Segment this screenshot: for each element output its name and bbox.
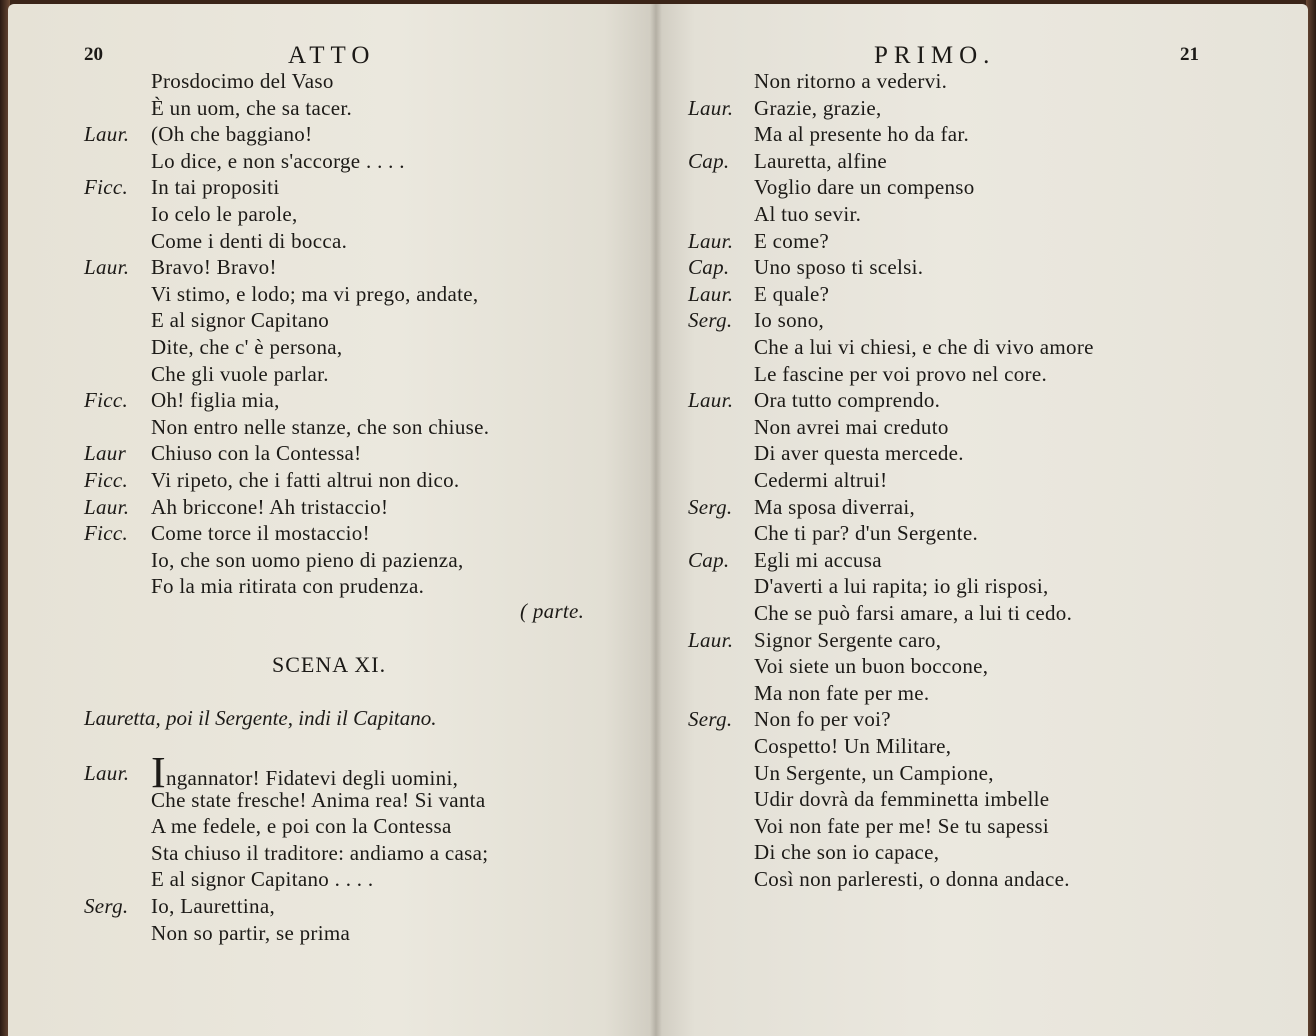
verse-line: Come torce il mostaccio! [151,521,370,546]
verse-line: Udir dovrà da femminetta imbelle [754,787,1050,812]
verse-line: Ah briccone! Ah tristaccio! [151,494,389,519]
left-page [8,4,656,1036]
verse-line: Voglio dare un compenso [754,175,975,200]
running-header: ATTO [288,42,376,69]
right-page [656,4,1308,1036]
book-gutter [650,4,662,1036]
verse-line: Io celo le parole, [151,202,298,226]
verse-line: Non avrei mai creduto [754,414,949,439]
verse-line: Voi non fate per me! Se tu sapessi [754,813,1050,838]
verse-line: Io sono, [754,308,825,333]
verse-line: A me fedele, e poi con la Contessa [151,814,452,839]
verse-line: Vi stimo, e lodo; ma vi prego, andate, [151,281,479,306]
verse-line: Che gli vuole parlar. [151,361,329,386]
verse-line: Al tuo sevir. [754,202,862,226]
scene-title: SCENA XI. [272,652,387,677]
speaker-label: Laur. [688,627,734,652]
drop-cap: I [151,748,166,797]
stage-exit: ( parte. [520,599,585,623]
verse-line: Ma sposa diverrai, [754,494,916,519]
verse-line: Lo dice, e non s'accorge . . . . [151,148,405,173]
verse-line: Di aver questa mercede. [754,441,964,466]
speaker-label: Laur. [688,388,734,413]
verse-line: Prosdocimo del Vaso [151,69,334,93]
verse-line: In tai propositi [151,175,280,200]
speaker-label: Cap. [688,148,730,173]
verse-line: Bravo! Bravo! [151,255,277,280]
speaker-label: Laur. [84,122,130,147]
verse-line: Lauretta, alfine [754,148,888,173]
speaker-label: Serg. [688,707,733,732]
stage-direction: Lauretta, poi il Sergente, indi il Capitano. [84,706,437,730]
speaker-label: Cap. [688,547,730,572]
verse-line: Non so partir, se prima [151,920,351,945]
speaker-label: Laur [84,441,127,466]
verse-line: Sta chiuso il traditore: andiamo a casa; [151,840,489,865]
speaker-label: Serg. [688,308,733,333]
verse-line: Di che son io capace, [754,840,940,865]
verse-line: Che se può farsi amare, a lui ti cedo. [754,601,1073,625]
speaker-label: Laur. [688,95,734,120]
verse-line: Uno sposo ti scelsi. [754,255,924,280]
speaker-label: Laur. [688,228,734,253]
speaker-label: Ficc. [84,521,129,546]
speaker-label: Ficc. [84,175,129,200]
verse-line: Un Sergente, un Campione, [754,760,994,785]
verse-line: Egli mi accusa [754,547,882,572]
running-header: PRIMO. [874,42,996,69]
page-number: 20 [84,44,103,65]
verse-line: Io, Laurettina, [151,894,276,918]
verse-line: (Oh che baggiano! [151,122,313,147]
speaker-label: Ficc. [84,388,129,413]
verse-line: Che a lui vi chiesi, e che di vivo amore [754,335,1094,359]
verse-line: E al signor Capitano . . . . [151,867,374,892]
verse-line: Non entro nelle stanze, che son chiuse. [151,414,490,439]
verse-line: E quale? [754,281,830,306]
verse-line: Che state fresche! Anima rea! Si vanta [151,787,486,812]
speaker-label: Laur. [84,761,130,785]
speaker-label: Serg. [84,894,129,918]
verse-line: Non ritorno a vedervi. [754,69,948,93]
speaker-label: Laur. [84,255,130,280]
verse-line: Io, che son uomo pieno di pazienza, [151,547,464,572]
page-number: 21 [1180,44,1199,65]
verse-line: Cospetto! Un Militare, [754,734,952,758]
verse-line: Vi ripeto, che i fatti altrui non dico. [151,468,460,492]
verse-line: Come i denti di bocca. [151,228,348,253]
verse-line: E come? [754,228,829,253]
speaker-label: Serg. [688,494,733,519]
verse-line: Signor Sergente caro, [754,627,942,652]
verse-line: Le fascine per voi provo nel core. [754,361,1047,386]
verse-line: È un uom, che sa tacer. [151,95,353,120]
verse-line: Ma al presente ho da far. [754,122,970,147]
verse-line: Ma non fate per me. [754,680,930,705]
speaker-label: Laur. [688,281,734,306]
verse-line: Così non parleresti, o donna andace. [754,867,1070,891]
verse-line: Chiuso con la Contessa! [151,441,362,466]
verse-text: ngannator! Fidatevi degli uomini, [165,766,459,790]
verse-line: Oh! figlia mia, [151,388,280,413]
verse-line: Che ti par? d'un Sergente. [754,521,979,546]
verse-line: Voi siete un buon boccone, [754,654,989,679]
verse-line: Dite, che c' è persona, [151,335,343,359]
verse-line: Ora tutto comprendo. [754,388,941,413]
verse-line: Cedermi altrui! [754,468,888,492]
verse-line: Fo la mia ritirata con prudenza. [151,574,425,599]
speaker-label: Cap. [688,255,730,280]
speaker-label: Ficc. [84,468,129,492]
verse-line: E al signor Capitano [151,308,330,333]
verse-line: D'averti a lui rapita; io gli risposi, [754,574,1049,599]
verse-line: Non fo per voi? [754,707,891,732]
verse-line: Grazie, grazie, [754,95,882,120]
speaker-label: Laur. [84,494,130,519]
